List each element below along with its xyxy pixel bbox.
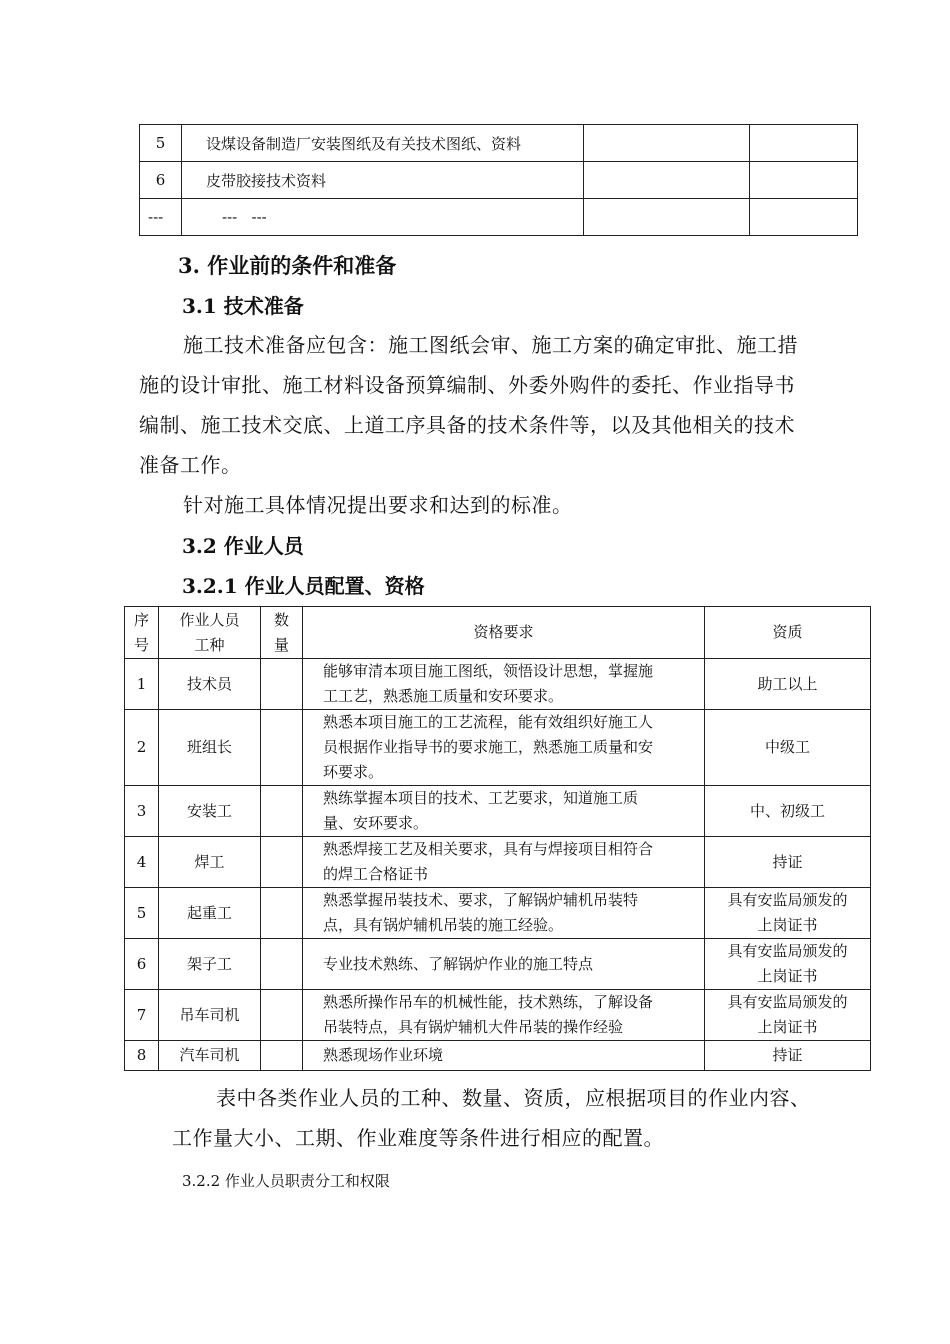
table-row [125, 659, 871, 710]
staff-qualification-table [124, 606, 871, 1071]
qualification: 持证 [705, 837, 871, 888]
worker-quantity [261, 659, 303, 710]
document-name: --- --- [182, 199, 584, 236]
header-quantity: 数 量 [261, 607, 303, 659]
table-header-row [125, 607, 871, 659]
worker-type: 汽车司机 [159, 1041, 261, 1071]
row-number: 8 [125, 1041, 159, 1071]
worker-type: 吊车司机 [159, 990, 261, 1041]
table-row [125, 990, 871, 1041]
row-number: 2 [125, 710, 159, 786]
worker-type: 架子工 [159, 939, 261, 990]
worker-type: 技术员 [159, 659, 261, 710]
empty-cell [750, 162, 858, 199]
section-heading-3-1: 3.1 技术准备 [182, 294, 304, 318]
row-number: 5 [140, 125, 182, 162]
qualification: 具有安监局颁发的 上岗证书 [705, 888, 871, 939]
paragraph-line: 施工技术准备应包含：施工图纸会审、施工方案的确定审批、施工措 [183, 333, 798, 357]
worker-quantity [261, 710, 303, 786]
section-heading-3-2-2: 3.2.2 作业人员职责分工和权限 [182, 1172, 390, 1190]
requirements: 熟悉所操作吊车的机械性能，技术熟练，了解设备 吊装特点，具有锅炉辅机大件吊装的操作经验 [303, 990, 705, 1041]
table-row [125, 1041, 871, 1071]
requirements: 熟悉焊接工艺及相关要求，具有与焊接项目相符合 的焊工合格证书 [303, 837, 705, 888]
row-number: 6 [140, 162, 182, 199]
paragraph-configuration-note [172, 1078, 902, 1158]
empty-cell [584, 162, 750, 199]
qualification: 助工以上 [705, 659, 871, 710]
requirements: 熟练掌握本项目的技术、工艺要求，知道施工质 量、安环要求。 [303, 786, 705, 837]
requirements: 熟悉现场作业环境 [303, 1041, 705, 1071]
row-number: 4 [125, 837, 159, 888]
header-qualification: 资质 [705, 607, 871, 659]
worker-quantity [261, 939, 303, 990]
table-row [125, 710, 871, 786]
empty-cell [584, 125, 750, 162]
empty-cell [750, 199, 858, 236]
header-worker-type: 作业人员 工种 [159, 607, 261, 659]
paragraph-line: 编制、施工技术交底、上道工序具备的技术条件等，以及其他相关的技术 [139, 413, 795, 437]
section-heading-3: 3. 作业前的条件和准备 [178, 253, 397, 278]
table-row [140, 125, 858, 162]
header-requirements: 资格要求 [303, 607, 705, 659]
document-list-table [139, 124, 858, 236]
qualification: 具有安监局颁发的 上岗证书 [705, 990, 871, 1041]
qualification: 中、初级工 [705, 786, 871, 837]
row-number: 7 [125, 990, 159, 1041]
requirements: 熟悉本项目施工的工艺流程，能有效组织好施工人 员根据作业指导书的要求施工，熟悉施工质量和安 环要求。 [303, 710, 705, 786]
header-number: 序 号 [125, 607, 159, 659]
table-row [125, 939, 871, 990]
worker-quantity [261, 786, 303, 837]
document-name: 皮带胶接技术资料 [182, 162, 584, 199]
paragraph-line: 表中各类作业人员的工种、数量、资质，应根据项目的作业内容、 [216, 1086, 811, 1110]
requirements: 熟悉掌握吊装技术、要求，了解锅炉辅机吊装特 点，具有锅炉辅机吊装的施工经验。 [303, 888, 705, 939]
row-number: 1 [125, 659, 159, 710]
worker-quantity [261, 990, 303, 1041]
row-number: --- [140, 199, 182, 236]
worker-type: 焊工 [159, 837, 261, 888]
qualification: 中级工 [705, 710, 871, 786]
worker-type: 安装工 [159, 786, 261, 837]
row-number: 5 [125, 888, 159, 939]
empty-cell [584, 199, 750, 236]
section-heading-3-2: 3.2 作业人员 [182, 534, 304, 558]
paragraph-standards [139, 485, 859, 525]
worker-quantity [261, 837, 303, 888]
requirements: 能够审清本项目施工图纸，领悟设计思想，掌握施 工工艺，熟悉施工质量和安环要求。 [303, 659, 705, 710]
paragraph-line: 工作量大小、工期、作业难度等条件进行相应的配置。 [172, 1126, 664, 1150]
table-row [125, 786, 871, 837]
paragraph-line: 准备工作。 [139, 453, 242, 477]
paragraph-line: 施的设计审批、施工材料设备预算编制、外委外购件的委托、作业指导书 [139, 373, 795, 397]
document-name: 设煤设备制造厂安装图纸及有关技术图纸、资料 [182, 125, 584, 162]
paragraph-technical-preparation [139, 325, 859, 485]
empty-cell [750, 125, 858, 162]
worker-quantity [261, 1041, 303, 1071]
qualification: 持证 [705, 1041, 871, 1071]
section-heading-3-2-1: 3.2.1 作业人员配置、资格 [182, 574, 425, 598]
worker-type: 班组长 [159, 710, 261, 786]
row-number: 6 [125, 939, 159, 990]
table-row [140, 162, 858, 199]
worker-type: 起重工 [159, 888, 261, 939]
paragraph-line: 针对施工具体情况提出要求和达到的标准。 [183, 493, 573, 517]
table-row [125, 837, 871, 888]
table-row [125, 888, 871, 939]
requirements: 专业技术熟练、了解锅炉作业的施工特点 [303, 939, 705, 990]
table-row [140, 199, 858, 236]
row-number: 3 [125, 786, 159, 837]
worker-quantity [261, 888, 303, 939]
qualification: 具有安监局颁发的 上岗证书 [705, 939, 871, 990]
